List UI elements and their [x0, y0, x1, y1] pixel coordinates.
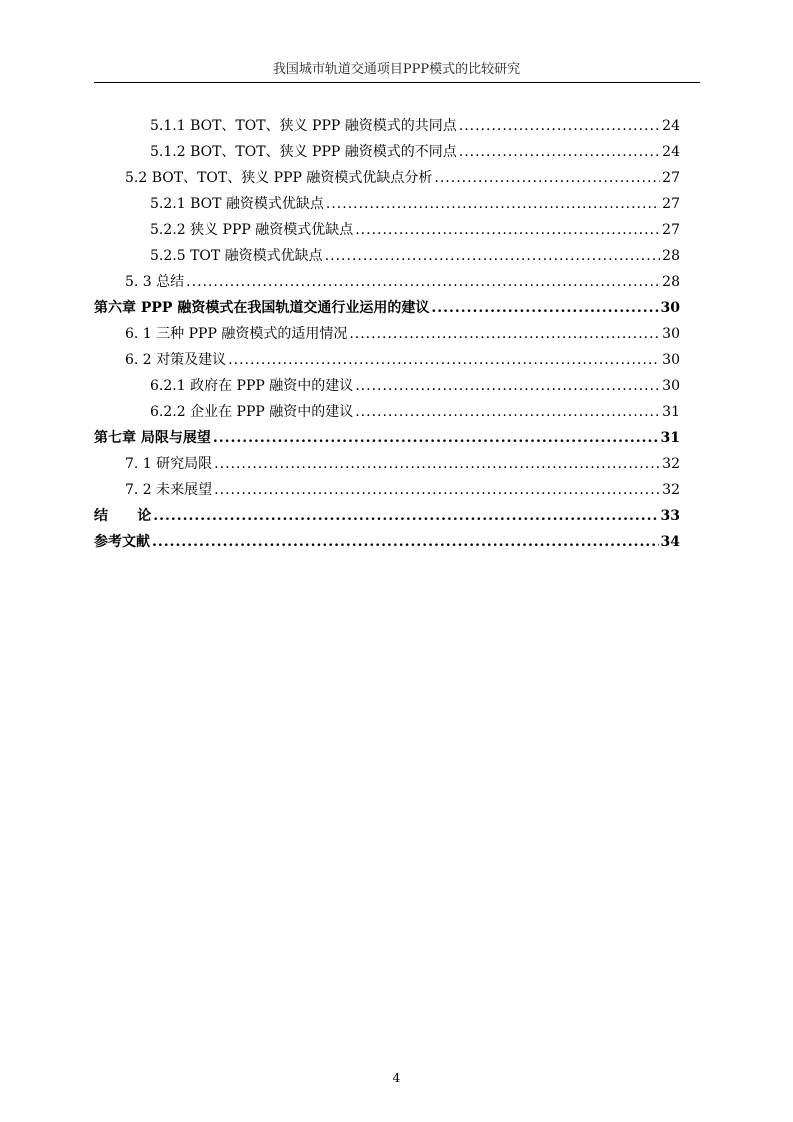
toc-entry-5-2-2[interactable]	[94, 220, 680, 246]
toc-leader-dots	[355, 376, 660, 396]
toc-entry-7-2[interactable]	[94, 480, 680, 506]
toc-entry-page: 32	[662, 456, 680, 472]
toc-entry-title: 6.2.2 企业在 PPP 融资中的建议	[150, 404, 354, 420]
toc-entry-page: 30	[662, 326, 680, 342]
toc-leader-dots	[213, 428, 659, 448]
toc-entry-5-2-1[interactable]	[94, 194, 680, 220]
toc-entry-5-1-2[interactable]	[94, 142, 680, 168]
toc-entry-6-2[interactable]	[94, 350, 680, 376]
toc-entry-title: 结 论	[94, 508, 152, 524]
toc-entry-page: 30	[662, 378, 680, 394]
toc-leader-dots	[434, 168, 660, 188]
toc-leader-dots	[228, 350, 660, 370]
toc-entry-title: 5.2.2 狭义 PPP 融资模式优缺点	[150, 222, 354, 238]
toc-entry-page: 31	[660, 430, 680, 446]
toc-entry-title: 5.2 BOT、TOT、狭义 PPP 融资模式优缺点分析	[125, 170, 433, 186]
toc-entry-5-2[interactable]	[94, 168, 680, 194]
toc-leader-dots	[459, 116, 660, 136]
toc-entry-page: 33	[660, 508, 680, 524]
toc-entry-title: 第六章 PPP 融资模式在我国轨道交通行业运用的建议	[94, 300, 430, 316]
toc-leader-dots	[459, 142, 660, 162]
toc-entry-page: 28	[662, 274, 680, 290]
toc-entry-7-1[interactable]	[94, 454, 680, 480]
toc-leader-dots	[431, 298, 658, 318]
toc-entry-references[interactable]	[94, 532, 680, 558]
toc-entry-page: 27	[662, 170, 680, 186]
toc-entry-title: 6. 1 三种 PPP 融资模式的适用情况	[125, 326, 348, 342]
toc-entry-conclusion[interactable]	[94, 506, 680, 532]
toc-entry-title: 5.1.1 BOT、TOT、狭义 PPP 融资模式的共同点	[150, 118, 457, 134]
toc-entry-page: 34	[660, 534, 680, 550]
toc-entry-5-1-1[interactable]	[94, 116, 680, 142]
toc-entry-title: 7. 1 研究局限	[125, 456, 213, 472]
toc-leader-dots	[355, 402, 660, 422]
toc-leader-dots	[325, 246, 660, 266]
table-of-contents	[94, 116, 680, 558]
toc-entry-page: 27	[662, 222, 680, 238]
toc-entry-page: 30	[662, 352, 680, 368]
page-number: 4	[392, 1071, 401, 1085]
toc-entry-chapter-7[interactable]	[94, 428, 680, 454]
toc-leader-dots	[186, 272, 660, 292]
toc-entry-page: 27	[662, 196, 680, 212]
toc-entry-page: 32	[662, 482, 680, 498]
toc-leader-dots	[349, 324, 660, 344]
toc-leader-dots	[153, 506, 658, 526]
toc-entry-title: 6.2.1 政府在 PPP 融资中的建议	[150, 378, 354, 394]
toc-entry-title: 6. 2 对策及建议	[125, 352, 227, 368]
toc-leader-dots	[214, 454, 660, 474]
toc-entry-title: 第七章 局限与展望	[94, 430, 211, 446]
header-divider	[94, 82, 700, 83]
toc-entry-page: 30	[660, 300, 680, 316]
page-header: 我国城市轨道交通项目PPP模式的比较研究	[272, 62, 521, 77]
toc-entry-page: 24	[662, 144, 680, 160]
toc-entry-page: 24	[662, 118, 680, 134]
toc-leader-dots	[214, 480, 660, 500]
toc-entry-title: 5.2.1 BOT 融资模式优缺点	[150, 196, 324, 212]
toc-leader-dots	[326, 194, 660, 214]
toc-entry-6-2-1[interactable]	[94, 376, 680, 402]
toc-leader-dots	[152, 532, 659, 552]
toc-entry-title: 参考文献	[94, 534, 150, 550]
toc-entry-5-2-5[interactable]	[94, 246, 680, 272]
toc-entry-title: 5. 3 总结	[125, 274, 185, 290]
toc-entry-6-2-2[interactable]	[94, 402, 680, 428]
toc-entry-5-3[interactable]	[94, 272, 680, 298]
toc-entry-title: 7. 2 未来展望	[125, 482, 213, 498]
toc-entry-title: 5.1.2 BOT、TOT、狭义 PPP 融资模式的不同点	[150, 144, 457, 160]
toc-entry-chapter-6[interactable]	[94, 298, 680, 324]
toc-entry-page: 28	[662, 248, 680, 264]
toc-entry-title: 5.2.5 TOT 融资模式优缺点	[150, 248, 323, 264]
toc-entry-page: 31	[662, 404, 680, 420]
toc-entry-6-1[interactable]	[94, 324, 680, 350]
toc-leader-dots	[355, 220, 660, 240]
